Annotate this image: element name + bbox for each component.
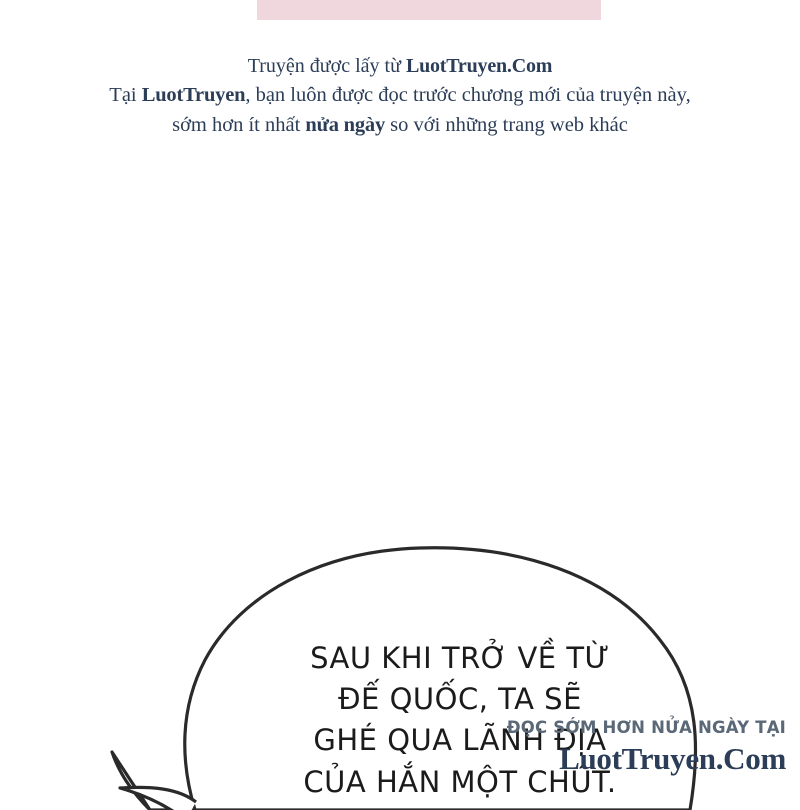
- promo-watermark-block: [0, 52, 800, 141]
- promo-line-2-suffix: , bạn luôn được đọc trước chương mới của truyện này,: [245, 84, 691, 107]
- promo-line-2: [0, 81, 800, 111]
- promo-line-1-text: Truyện được lấy từ: [247, 55, 406, 77]
- bubble-line-2: ĐẾ QUỐC, TA SẼ: [338, 682, 582, 717]
- bottom-watermark: [366, 718, 786, 777]
- bubble-line-4: CỦA HẮN MỘT CHÚT.: [303, 764, 617, 799]
- promo-line-3-suffix: so với những trang web khác: [385, 114, 628, 137]
- promo-line-3-brand: nửa ngày: [305, 114, 386, 137]
- promo-line-2-brand: LuotTruyen: [141, 84, 246, 107]
- promo-line-1-brand: LuotTruyen.Com: [405, 55, 553, 77]
- bottom-watermark-tagline: ĐỌC SỚM HƠN NỬA NGÀY TẠI: [506, 718, 786, 737]
- top-banner-strip: [257, 0, 601, 20]
- promo-line-3-prefix: sớm hơn ít nhất: [172, 114, 306, 137]
- bottom-watermark-brand: LuotTruyen.Com: [559, 741, 786, 776]
- bubble-line-1: SAU KHI TRỞ VỀ TỪ: [310, 641, 610, 675]
- promo-line-3: [0, 111, 800, 141]
- bubble-line-3: GHÉ QUA LÃNH ĐỊA: [313, 723, 607, 758]
- promo-line-1: [0, 52, 800, 81]
- promo-line-2-prefix: Tại: [109, 84, 142, 107]
